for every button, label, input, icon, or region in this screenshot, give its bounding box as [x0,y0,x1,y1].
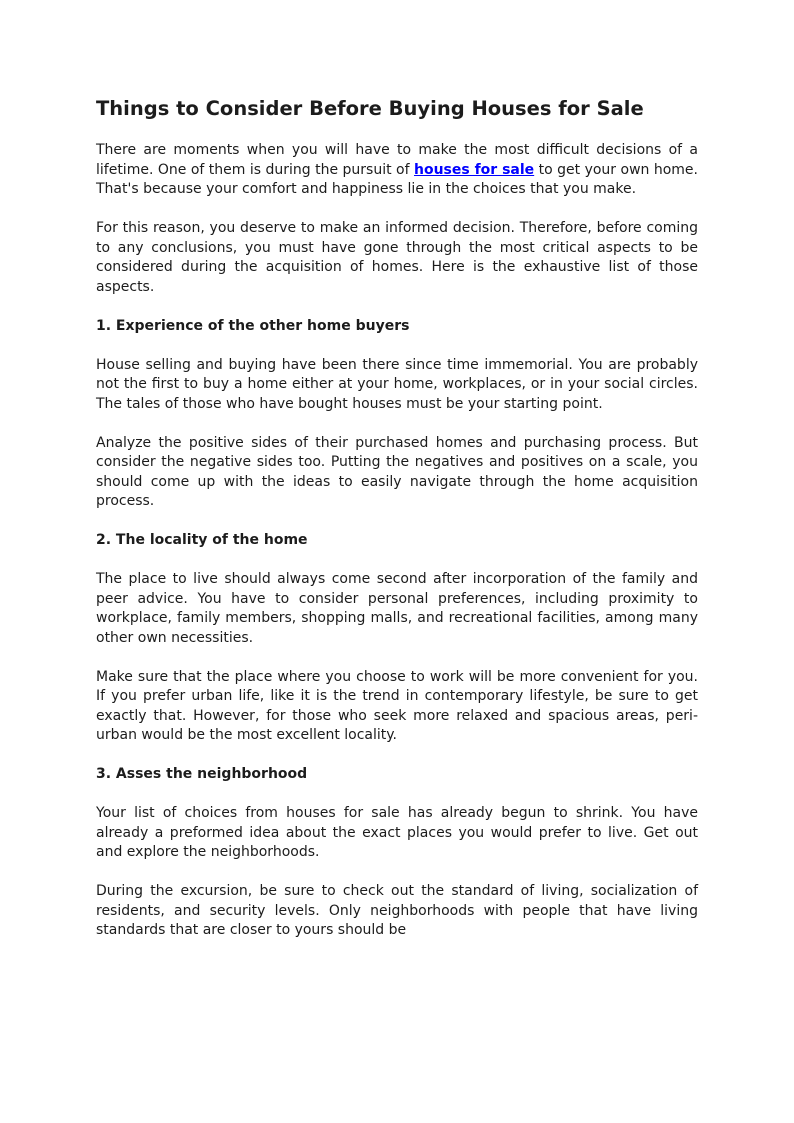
paragraph-list-of-choices: Your list of choices from houses for sale has already begun to shrink. You have already a preformed idea about the exact places you would prefer to live. Get out and explore the neighborhoods. [96,805,698,860]
section-heading-experience: 1. Experience of the other home buyers [96,317,410,334]
paragraph-during-excursion: During the excursion, be sure to check out the standard of living, socialization of residents, and security levels. Only neighborhoods with people that have living standards that are closer to yours should be [96,883,698,938]
intro-text-after-link: to get your own home. That's because your comfort and happiness lie in the choices that you make. [96,161,698,197]
document-body [96,141,698,941]
paragraph-intro [96,141,698,200]
paragraph-analyze-positives: Analyze the positive sides of their purchased homes and purchasing process. But consider the negative sides too. Putting the negatives and positives on a scale, you should come up with the ideas to easily navigate through the home acquisition process. [96,434,698,509]
paragraph-informed-decision: For this reason, you deserve to make an informed decision. Therefore, before coming to any conclusions, you must have gone through the most critical aspects to be considered during the acquisition of homes. Here is the exhaustive list of those aspects. [96,220,698,295]
paragraph-make-sure-place: Make sure that the place where you choose to work will be more convenient for you. If you prefer urban life, like it is the trend in contemporary lifestyle, be sure to get exactly that. However, for those who seek more relaxed and spacious areas, peri-urban would be the most excellent locality. [96,668,698,743]
section-heading-locality: 2. The locality of the home [96,532,308,548]
houses-for-sale-link[interactable]: houses for sale [414,161,535,178]
paragraph-house-selling: House selling and buying have been there since time immemorial. You are probably not the first to buy a home either at your home, workplaces, or in your social circles. The tales of those who have bought houses must be your starting point. [96,356,698,412]
section-heading-neighborhood: 3. Asses the neighborhood [96,766,308,782]
intro-text-before-link: There are moments when you will have to make the most difficult decisions of a lifetime. One of them is during the pursuit of [96,142,698,178]
paragraph-place-to-live: The place to live should always come second after incorporation of the family and peer advice. You have to consider personal preferences, including proximity to workplace, family members, shopping malls, and recreational facilities, among many other own necessities. [96,571,698,646]
document-title: Things to Consider Before Buying Houses for Sale [96,97,644,120]
